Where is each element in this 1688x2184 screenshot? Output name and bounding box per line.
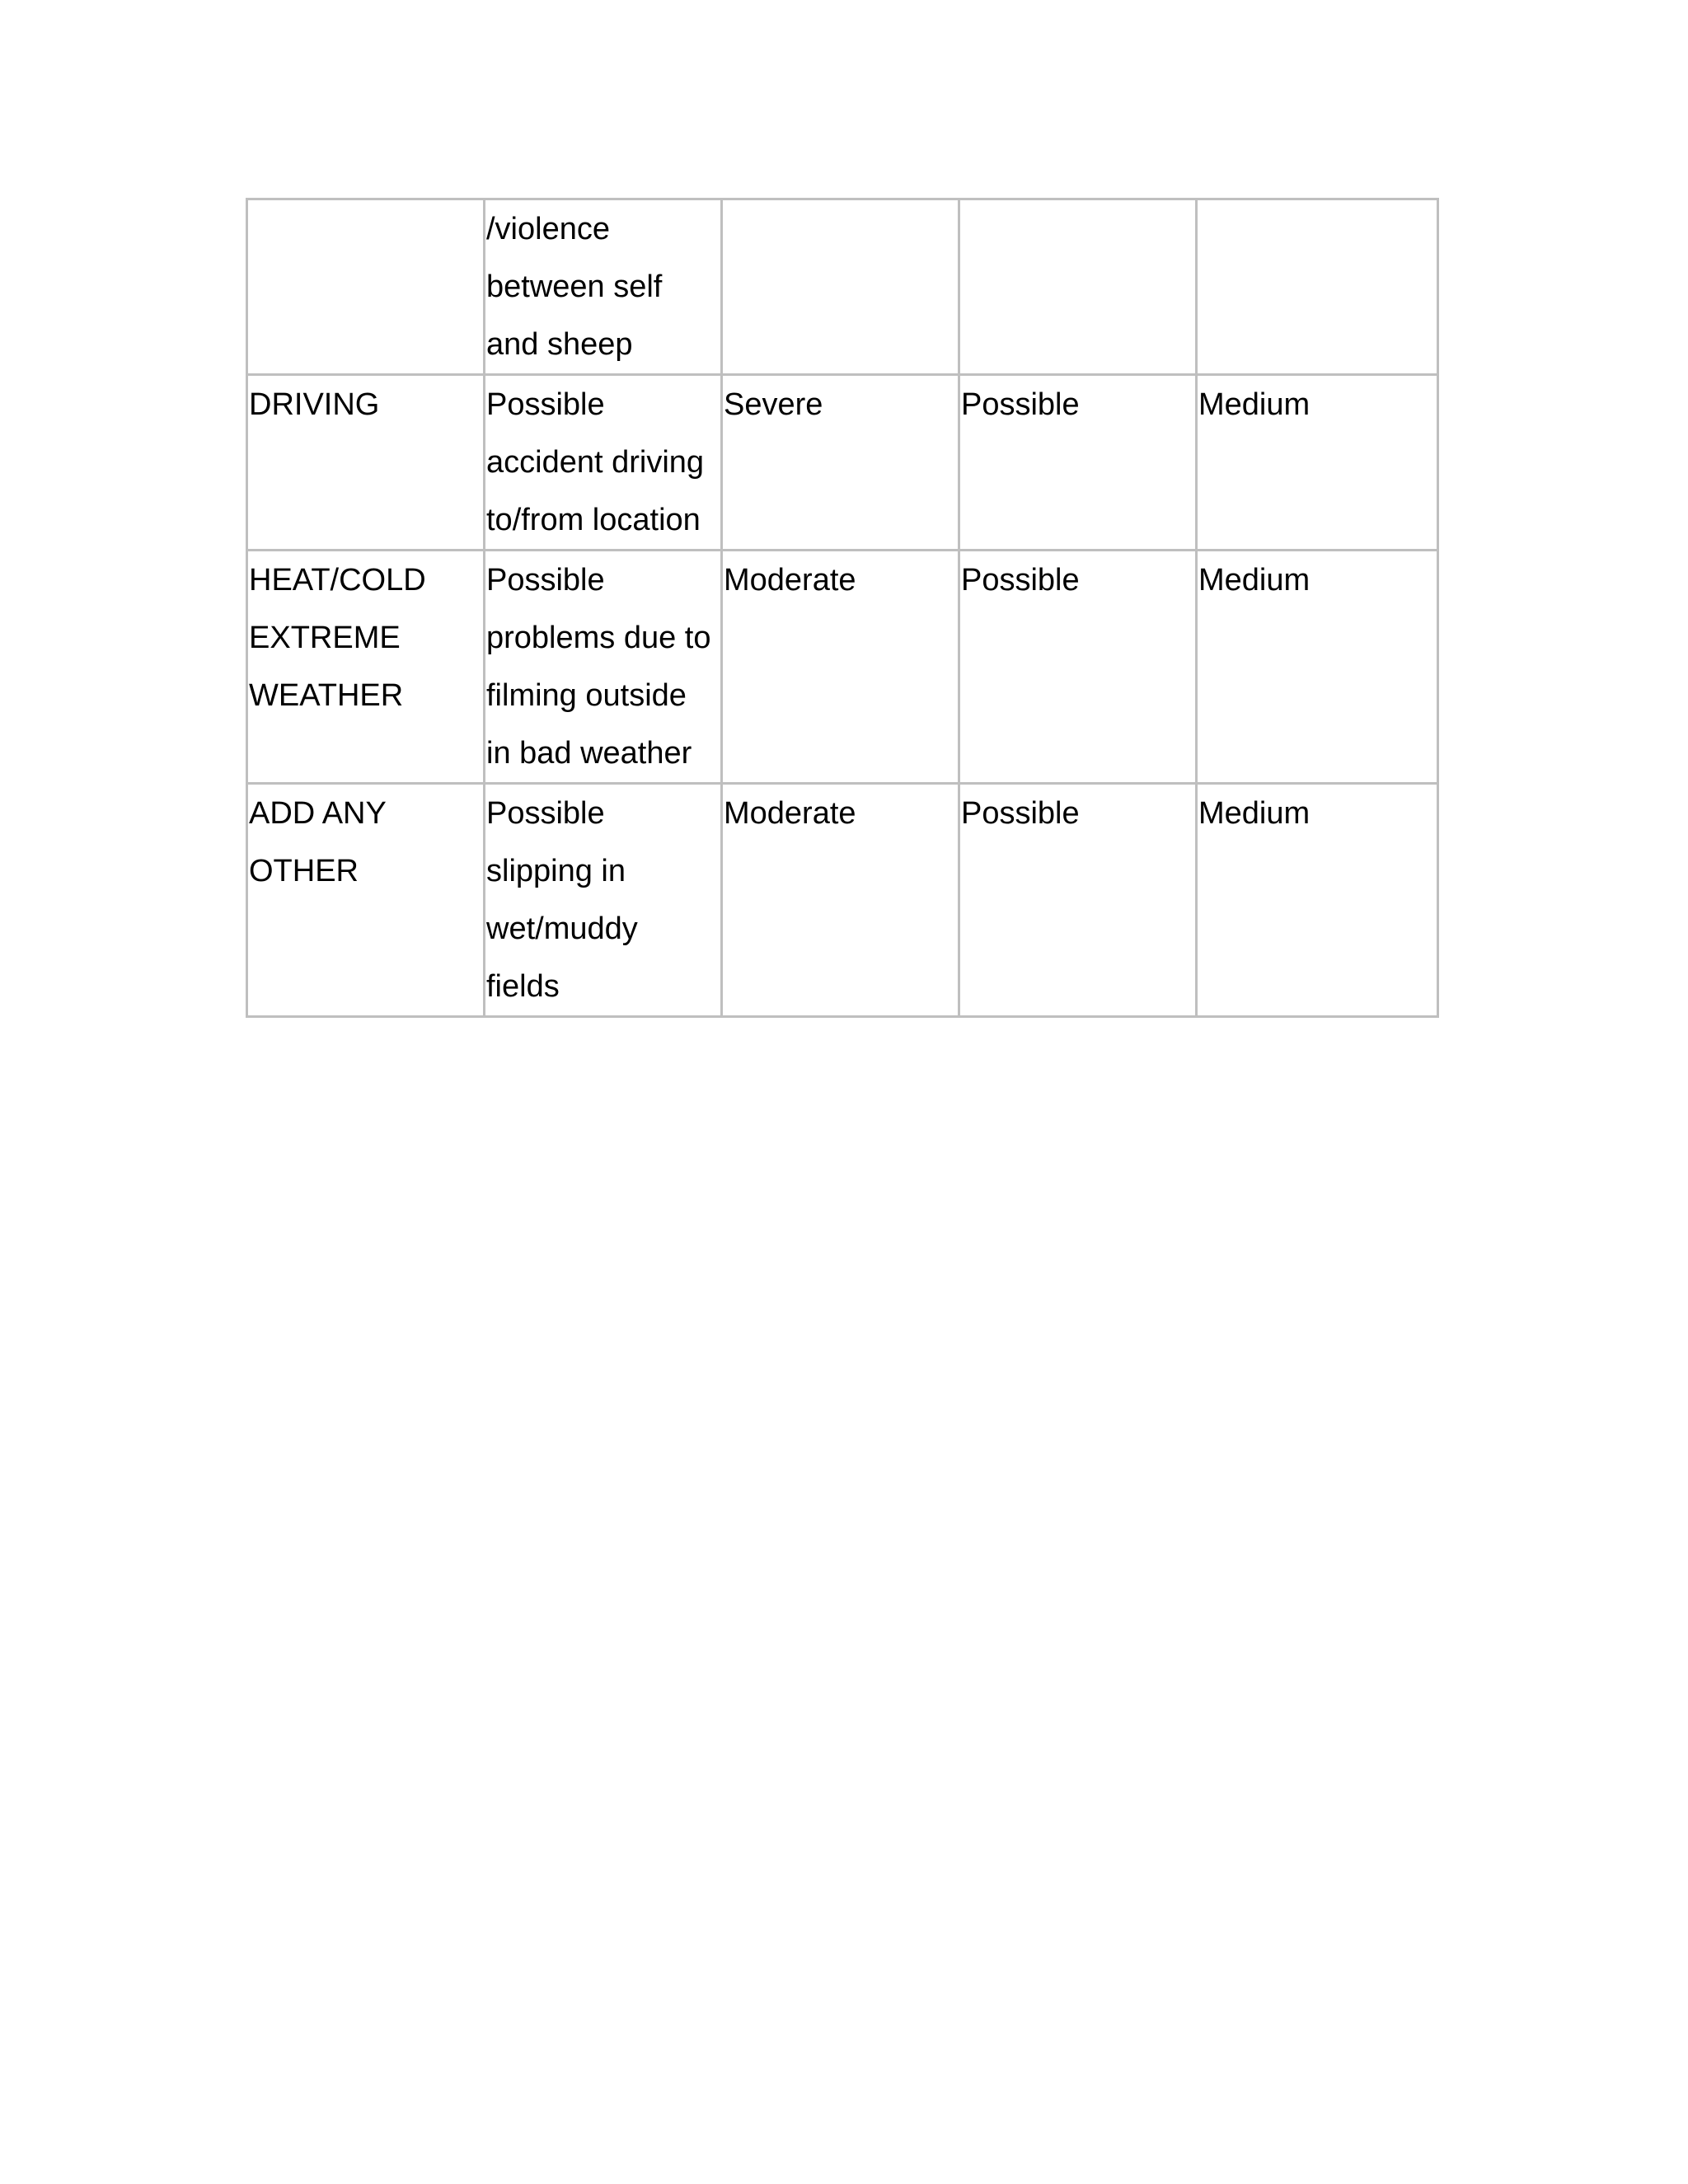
severity-cell	[722, 784, 959, 1017]
table-row	[247, 199, 1438, 375]
hazard-line: HEAT/COLD	[249, 563, 426, 598]
table-row	[247, 375, 1438, 551]
description-cell	[485, 375, 722, 551]
description-line: to/from location	[486, 503, 701, 537]
hazard-line: ADD ANY	[249, 796, 387, 831]
description-cell	[485, 551, 722, 784]
likelihood-cell	[959, 199, 1197, 375]
description-line: in bad weather	[486, 736, 692, 771]
hazard-line: WEATHER	[249, 678, 404, 713]
likelihood-text: Possible	[961, 796, 1080, 831]
table-row	[247, 784, 1438, 1017]
description-line: Possible	[486, 796, 605, 831]
risk-text: Medium	[1198, 563, 1311, 598]
likelihood-cell	[959, 375, 1197, 551]
risk-cell	[1197, 551, 1438, 784]
risk-assessment-table	[246, 198, 1439, 1018]
likelihood-text: Possible	[961, 387, 1080, 422]
description-line: Possible	[486, 387, 605, 422]
severity-cell	[722, 551, 959, 784]
description-line: fields	[486, 969, 560, 1004]
hazard-cell	[247, 784, 485, 1017]
likelihood-cell	[959, 551, 1197, 784]
description-line: problems due to	[486, 621, 711, 655]
table-row	[247, 551, 1438, 784]
description-line: filming outside	[486, 678, 687, 713]
severity-text: Moderate	[724, 796, 856, 831]
description-cell	[485, 199, 722, 375]
description-cell	[485, 784, 722, 1017]
severity-text: Severe	[724, 387, 823, 422]
severity-cell	[722, 199, 959, 375]
risk-cell	[1197, 199, 1438, 375]
risk-text: Medium	[1198, 796, 1311, 831]
likelihood-cell	[959, 784, 1197, 1017]
severity-text: Moderate	[724, 563, 856, 598]
hazard-line: OTHER	[249, 854, 359, 888]
likelihood-text: Possible	[961, 563, 1080, 598]
description-line: between self	[486, 269, 663, 304]
risk-cell	[1197, 784, 1438, 1017]
risk-text: Medium	[1198, 387, 1311, 422]
description-line: Possible	[486, 563, 605, 598]
hazard-cell	[247, 375, 485, 551]
hazard-line: EXTREME	[249, 621, 401, 655]
description-line: accident driving	[486, 445, 705, 480]
description-line: slipping in	[486, 854, 626, 888]
description-line: and sheep	[486, 327, 633, 362]
hazard-line: DRIVING	[249, 387, 380, 422]
hazard-cell	[247, 551, 485, 784]
description-line: wet/muddy	[486, 912, 638, 946]
risk-cell	[1197, 375, 1438, 551]
hazard-cell	[247, 199, 485, 375]
severity-cell	[722, 375, 959, 551]
description-line: /violence	[486, 212, 610, 246]
